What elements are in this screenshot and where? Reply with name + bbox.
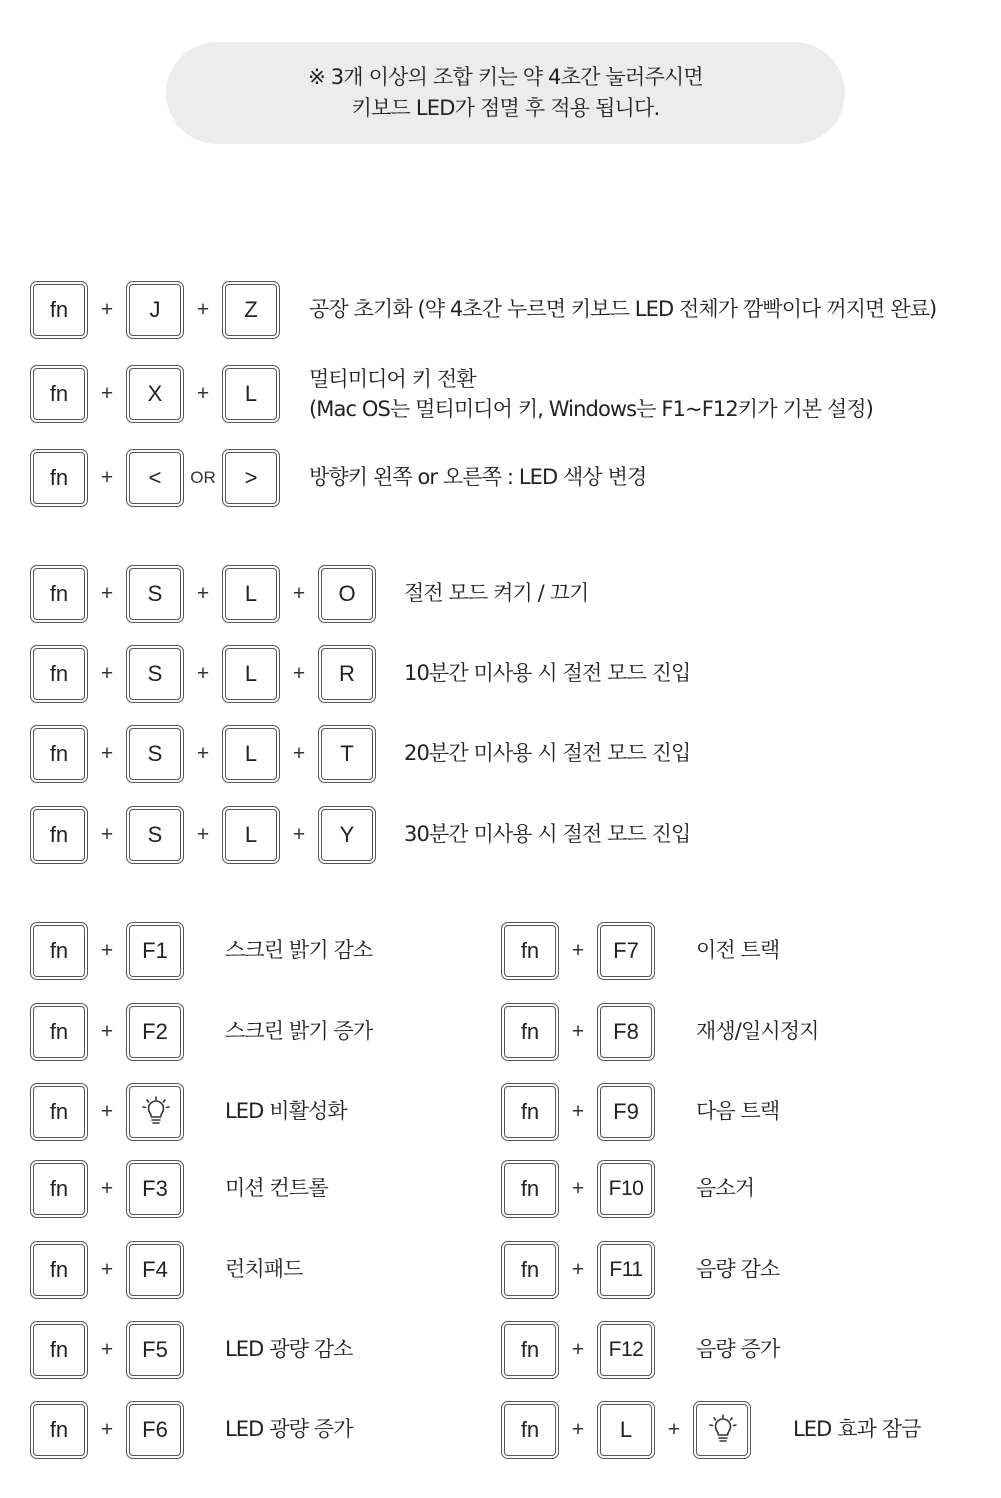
key-fn	[30, 1401, 88, 1459]
key-label: J	[149, 297, 161, 322]
plus-sign: +	[100, 582, 114, 605]
key-l	[222, 806, 280, 864]
key-o	[318, 565, 376, 623]
key-label: fn	[49, 297, 69, 322]
key-fn	[30, 725, 88, 783]
key-label: F8	[613, 1019, 639, 1044]
key-t	[318, 725, 376, 783]
key-label: fn	[49, 1099, 69, 1124]
key-label: L	[619, 1417, 633, 1442]
plus-sign: +	[100, 662, 114, 685]
key-label: Z	[244, 297, 258, 322]
key-label: F2	[142, 1019, 168, 1044]
desc-brightness-down: 스크린 밝기 감소	[225, 938, 373, 962]
key-fn	[30, 1160, 88, 1218]
key-label: T	[340, 741, 354, 766]
key-label: fn	[49, 1019, 69, 1044]
key-label: fn	[49, 581, 69, 606]
key-label: F12	[608, 1338, 644, 1361]
desc-volume-up: 음량 증가	[696, 1337, 780, 1361]
key-label: X	[147, 381, 163, 406]
key-z	[222, 281, 280, 339]
key-label: fn	[49, 938, 69, 963]
key-j	[126, 281, 184, 339]
key-label: fn	[49, 1417, 69, 1442]
key-fn	[30, 281, 88, 339]
key-label: fn	[49, 822, 69, 847]
key-fn	[501, 1003, 559, 1061]
lightbulb-icon	[708, 1414, 738, 1446]
plus-sign: +	[571, 1338, 585, 1361]
plus-sign: +	[292, 662, 306, 685]
key-fn	[30, 1241, 88, 1299]
key-l	[597, 1401, 655, 1459]
key-y	[318, 806, 376, 864]
plus-sign: +	[196, 582, 210, 605]
key-left-arrow	[126, 449, 184, 507]
key-label: F6	[142, 1417, 168, 1442]
plus-sign: +	[196, 298, 210, 321]
plus-sign: +	[100, 298, 114, 321]
key-label: fn	[520, 1417, 540, 1442]
plus-sign: +	[196, 382, 210, 405]
key-f7	[597, 922, 655, 980]
key-f5	[126, 1321, 184, 1379]
lightbulb-icon	[141, 1096, 171, 1128]
plus-sign: +	[571, 1020, 585, 1043]
plus-sign: +	[292, 742, 306, 765]
desc-sleep-toggle: 절전 모드 켜기 / 끄기	[404, 581, 589, 605]
key-f1	[126, 922, 184, 980]
key-label: <	[148, 465, 162, 490]
key-label: F3	[142, 1176, 168, 1201]
key-label: fn	[49, 741, 69, 766]
plus-sign: +	[100, 823, 114, 846]
key-label: L	[244, 741, 258, 766]
key-fn	[30, 449, 88, 507]
desc-mute: 음소거	[696, 1176, 755, 1200]
key-label: >	[244, 465, 258, 490]
plus-sign: +	[100, 1418, 114, 1441]
desc-prev-track: 이전 트랙	[696, 938, 780, 962]
plus-sign: +	[100, 382, 114, 405]
plus-sign: +	[571, 1258, 585, 1281]
key-label: fn	[520, 1337, 540, 1362]
plus-sign: +	[571, 1418, 585, 1441]
key-f9	[597, 1083, 655, 1141]
key-label: fn	[520, 1257, 540, 1282]
key-f8	[597, 1003, 655, 1061]
key-f12	[597, 1321, 655, 1379]
key-s	[126, 725, 184, 783]
plus-sign: +	[196, 823, 210, 846]
desc-multimedia-toggle-1: 멀티미디어 키 전환	[309, 367, 476, 391]
key-label: Y	[339, 822, 355, 847]
key-fn	[30, 1321, 88, 1379]
plus-sign: +	[667, 1418, 681, 1441]
desc-led-effect-lock: LED 효과 잠금	[793, 1417, 921, 1441]
key-label: F10	[608, 1177, 644, 1200]
key-label: S	[147, 581, 163, 606]
key-label: fn	[49, 661, 69, 686]
key-label: F4	[142, 1257, 168, 1282]
key-fn	[30, 806, 88, 864]
or-label: OR	[190, 468, 216, 487]
notice-line-1: ※ 3개 이상의 조합 키는 약 4초간 눌러주시면	[308, 65, 703, 89]
desc-launchpad: 런치패드	[225, 1257, 303, 1281]
key-s	[126, 565, 184, 623]
key-label: fn	[49, 465, 69, 490]
desc-brightness-up: 스크린 밝기 증가	[225, 1019, 373, 1043]
key-fn	[501, 1241, 559, 1299]
plus-sign: +	[100, 742, 114, 765]
key-fn	[30, 365, 88, 423]
desc-volume-down: 음량 감소	[696, 1257, 780, 1281]
desc-mission-control: 미션 컨트롤	[225, 1176, 328, 1200]
key-label: O	[338, 581, 356, 606]
key-label: fn	[520, 1176, 540, 1201]
key-label: F7	[613, 938, 639, 963]
key-l	[222, 725, 280, 783]
key-label: S	[147, 741, 163, 766]
key-r	[318, 645, 376, 703]
key-label: fn	[49, 1176, 69, 1201]
key-fn	[30, 1083, 88, 1141]
key-label: F5	[142, 1337, 168, 1362]
key-label: fn	[520, 1099, 540, 1124]
key-label: S	[147, 822, 163, 847]
key-label: L	[244, 661, 258, 686]
key-f11	[597, 1241, 655, 1299]
key-s	[126, 645, 184, 703]
key-label: fn	[49, 1337, 69, 1362]
plus-sign: +	[196, 662, 210, 685]
key-fn	[501, 922, 559, 980]
plus-sign: +	[100, 1177, 114, 1200]
desc-multimedia-toggle-2: (Mac OS는 멀티미디어 키, Windows는 F1~F12키가 기본 설정)	[309, 397, 873, 421]
plus-sign: +	[292, 582, 306, 605]
plus-sign: +	[571, 939, 585, 962]
key-fn	[30, 565, 88, 623]
plus-sign: +	[100, 466, 114, 489]
key-label: F9	[613, 1099, 639, 1124]
key-fn	[501, 1401, 559, 1459]
key-label: fn	[520, 1019, 540, 1044]
key-f4	[126, 1241, 184, 1299]
key-led-bulb	[126, 1083, 184, 1141]
key-fn	[501, 1083, 559, 1141]
desc-led-color: 방향키 왼쪽 or 오른쪽 : LED 색상 변경	[309, 465, 647, 489]
notice-banner	[166, 42, 845, 144]
key-led-bulb	[693, 1401, 751, 1459]
desc-sleep-30min: 30분간 미사용 시 절전 모드 진입	[404, 822, 691, 846]
key-l	[222, 365, 280, 423]
key-label: L	[244, 581, 258, 606]
key-f3	[126, 1160, 184, 1218]
plus-sign: +	[100, 939, 114, 962]
plus-sign: +	[571, 1177, 585, 1200]
key-fn	[501, 1160, 559, 1218]
plus-sign: +	[100, 1020, 114, 1043]
plus-sign: +	[292, 823, 306, 846]
key-label: F11	[609, 1258, 643, 1281]
key-label: R	[339, 661, 355, 686]
key-fn	[30, 922, 88, 980]
plus-sign: +	[196, 742, 210, 765]
key-label: S	[147, 661, 163, 686]
key-l	[222, 565, 280, 623]
desc-led-brightness-up: LED 광량 증가	[225, 1417, 353, 1441]
key-f2	[126, 1003, 184, 1061]
plus-sign: +	[100, 1100, 114, 1123]
key-fn	[30, 645, 88, 703]
desc-play-pause: 재생/일시정지	[696, 1019, 819, 1043]
key-label: fn	[49, 381, 69, 406]
desc-factory-reset: 공장 초기화 (약 4초간 누르면 키보드 LED 전체가 깜빡이다 꺼지면 완료)	[309, 297, 937, 321]
plus-sign: +	[571, 1100, 585, 1123]
key-f10	[597, 1160, 655, 1218]
key-right-arrow	[222, 449, 280, 507]
key-fn	[30, 1003, 88, 1061]
key-x	[126, 365, 184, 423]
plus-sign: +	[100, 1338, 114, 1361]
key-label: fn	[49, 1257, 69, 1282]
desc-next-track: 다음 트랙	[696, 1099, 780, 1123]
plus-sign: +	[100, 1258, 114, 1281]
key-label: L	[244, 822, 258, 847]
key-label: L	[244, 381, 258, 406]
key-label: fn	[520, 938, 540, 963]
key-f6	[126, 1401, 184, 1459]
desc-led-brightness-down: LED 광량 감소	[225, 1337, 353, 1361]
key-s	[126, 806, 184, 864]
desc-sleep-10min: 10분간 미사용 시 절전 모드 진입	[404, 661, 691, 685]
key-fn	[501, 1321, 559, 1379]
desc-sleep-20min: 20분간 미사용 시 절전 모드 진입	[404, 741, 691, 765]
key-label: F1	[142, 938, 168, 963]
key-l	[222, 645, 280, 703]
desc-led-disable: LED 비활성화	[225, 1099, 347, 1123]
notice-line-2: 키보드 LED가 점멸 후 적용 됩니다.	[351, 96, 660, 120]
